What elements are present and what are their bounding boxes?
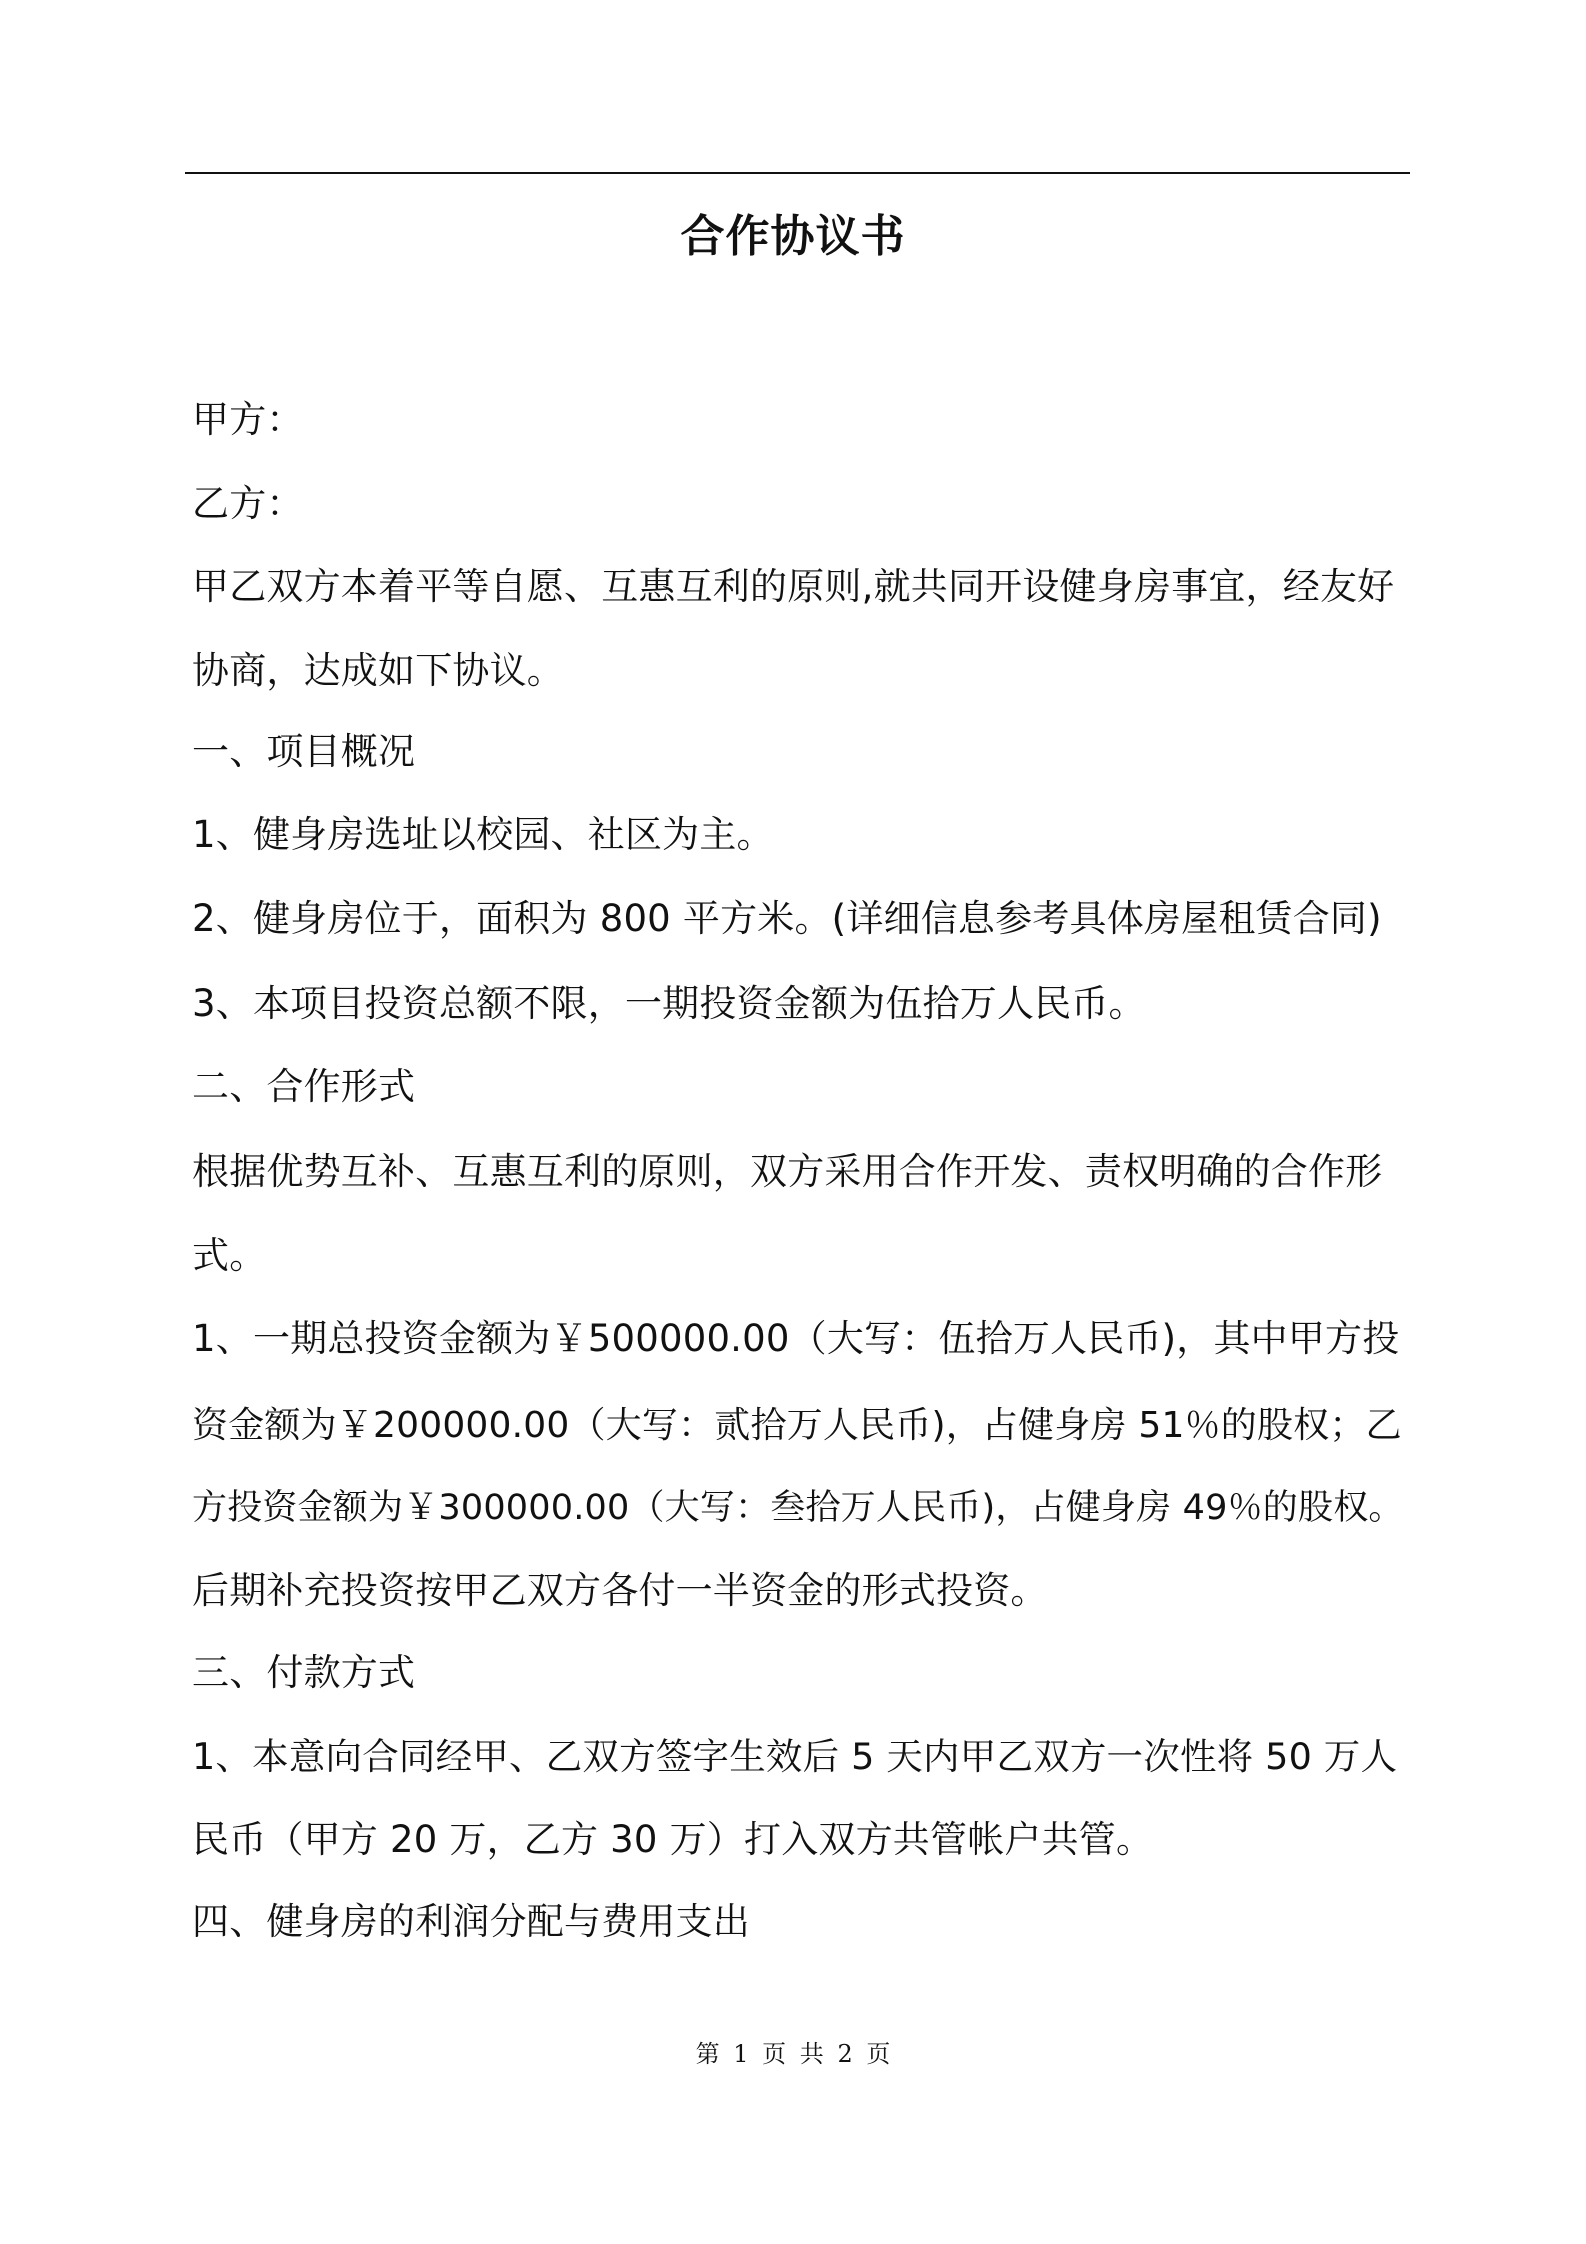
section-3-item-1-l2: 民币（甲方 20 万，乙方 30 万）打入双方共管帐户共管。: [192, 1818, 1154, 1861]
section-1-item-1: 1、健身房选址以校园、社区为主。: [192, 813, 774, 856]
intro-paragraph-l2: 协商，达成如下协议。: [192, 649, 564, 692]
section-2-item-1-l3: 方投资金额为￥300000.00（大写：叁拾万人民币)，占健身房 49％的股权。: [192, 1488, 1404, 1528]
header-rule: [185, 172, 1410, 174]
section-3-item-1-l1: 1、本意向合同经甲、乙双方签字生效后 5 天内甲乙双方一次性将 50 万人: [192, 1735, 1398, 1778]
section-1-item-2: 2、健身房位于，面积为 800 平方米。(详细信息参考具体房屋租赁合同): [192, 897, 1382, 940]
intro-paragraph-l1: 甲乙双方本着平等自愿、互惠互利的原则,就共同开设健身房事宜，经友好: [192, 565, 1395, 608]
section-2-para-l2: 式。: [192, 1234, 267, 1277]
section-1-item-3: 3、本项目投资总额不限，一期投资金额为伍拾万人民币。: [192, 982, 1146, 1025]
section-3-heading: 三、付款方式: [192, 1651, 416, 1694]
section-2-para-l1: 根据优势互补、互惠互利的原则，双方采用合作开发、责权明确的合作形: [192, 1150, 1383, 1193]
page-footer: 第 1 页 共 2 页: [695, 2040, 891, 2068]
section-2-item-1-l4: 后期补充投资按甲乙双方各付一半资金的形式投资。: [192, 1569, 1048, 1612]
party-a-line: 甲方：: [192, 398, 304, 441]
section-2-heading: 二、合作形式: [192, 1065, 416, 1108]
document-title: 合作协议书: [680, 211, 906, 262]
section-2-item-1-l2: 资金额为￥200000.00（大写：贰拾万人民币)，占健身房 51％的股权；乙: [192, 1405, 1402, 1446]
section-4-heading: 四、健身房的利润分配与费用支出: [192, 1900, 750, 1943]
section-2-item-1-l1: 1、一期总投资金额为￥500000.00（大写：伍拾万人民币)，其中甲方投: [192, 1317, 1400, 1360]
section-1-heading: 一、项目概况: [192, 730, 416, 773]
party-b-line: 乙方：: [192, 482, 304, 525]
